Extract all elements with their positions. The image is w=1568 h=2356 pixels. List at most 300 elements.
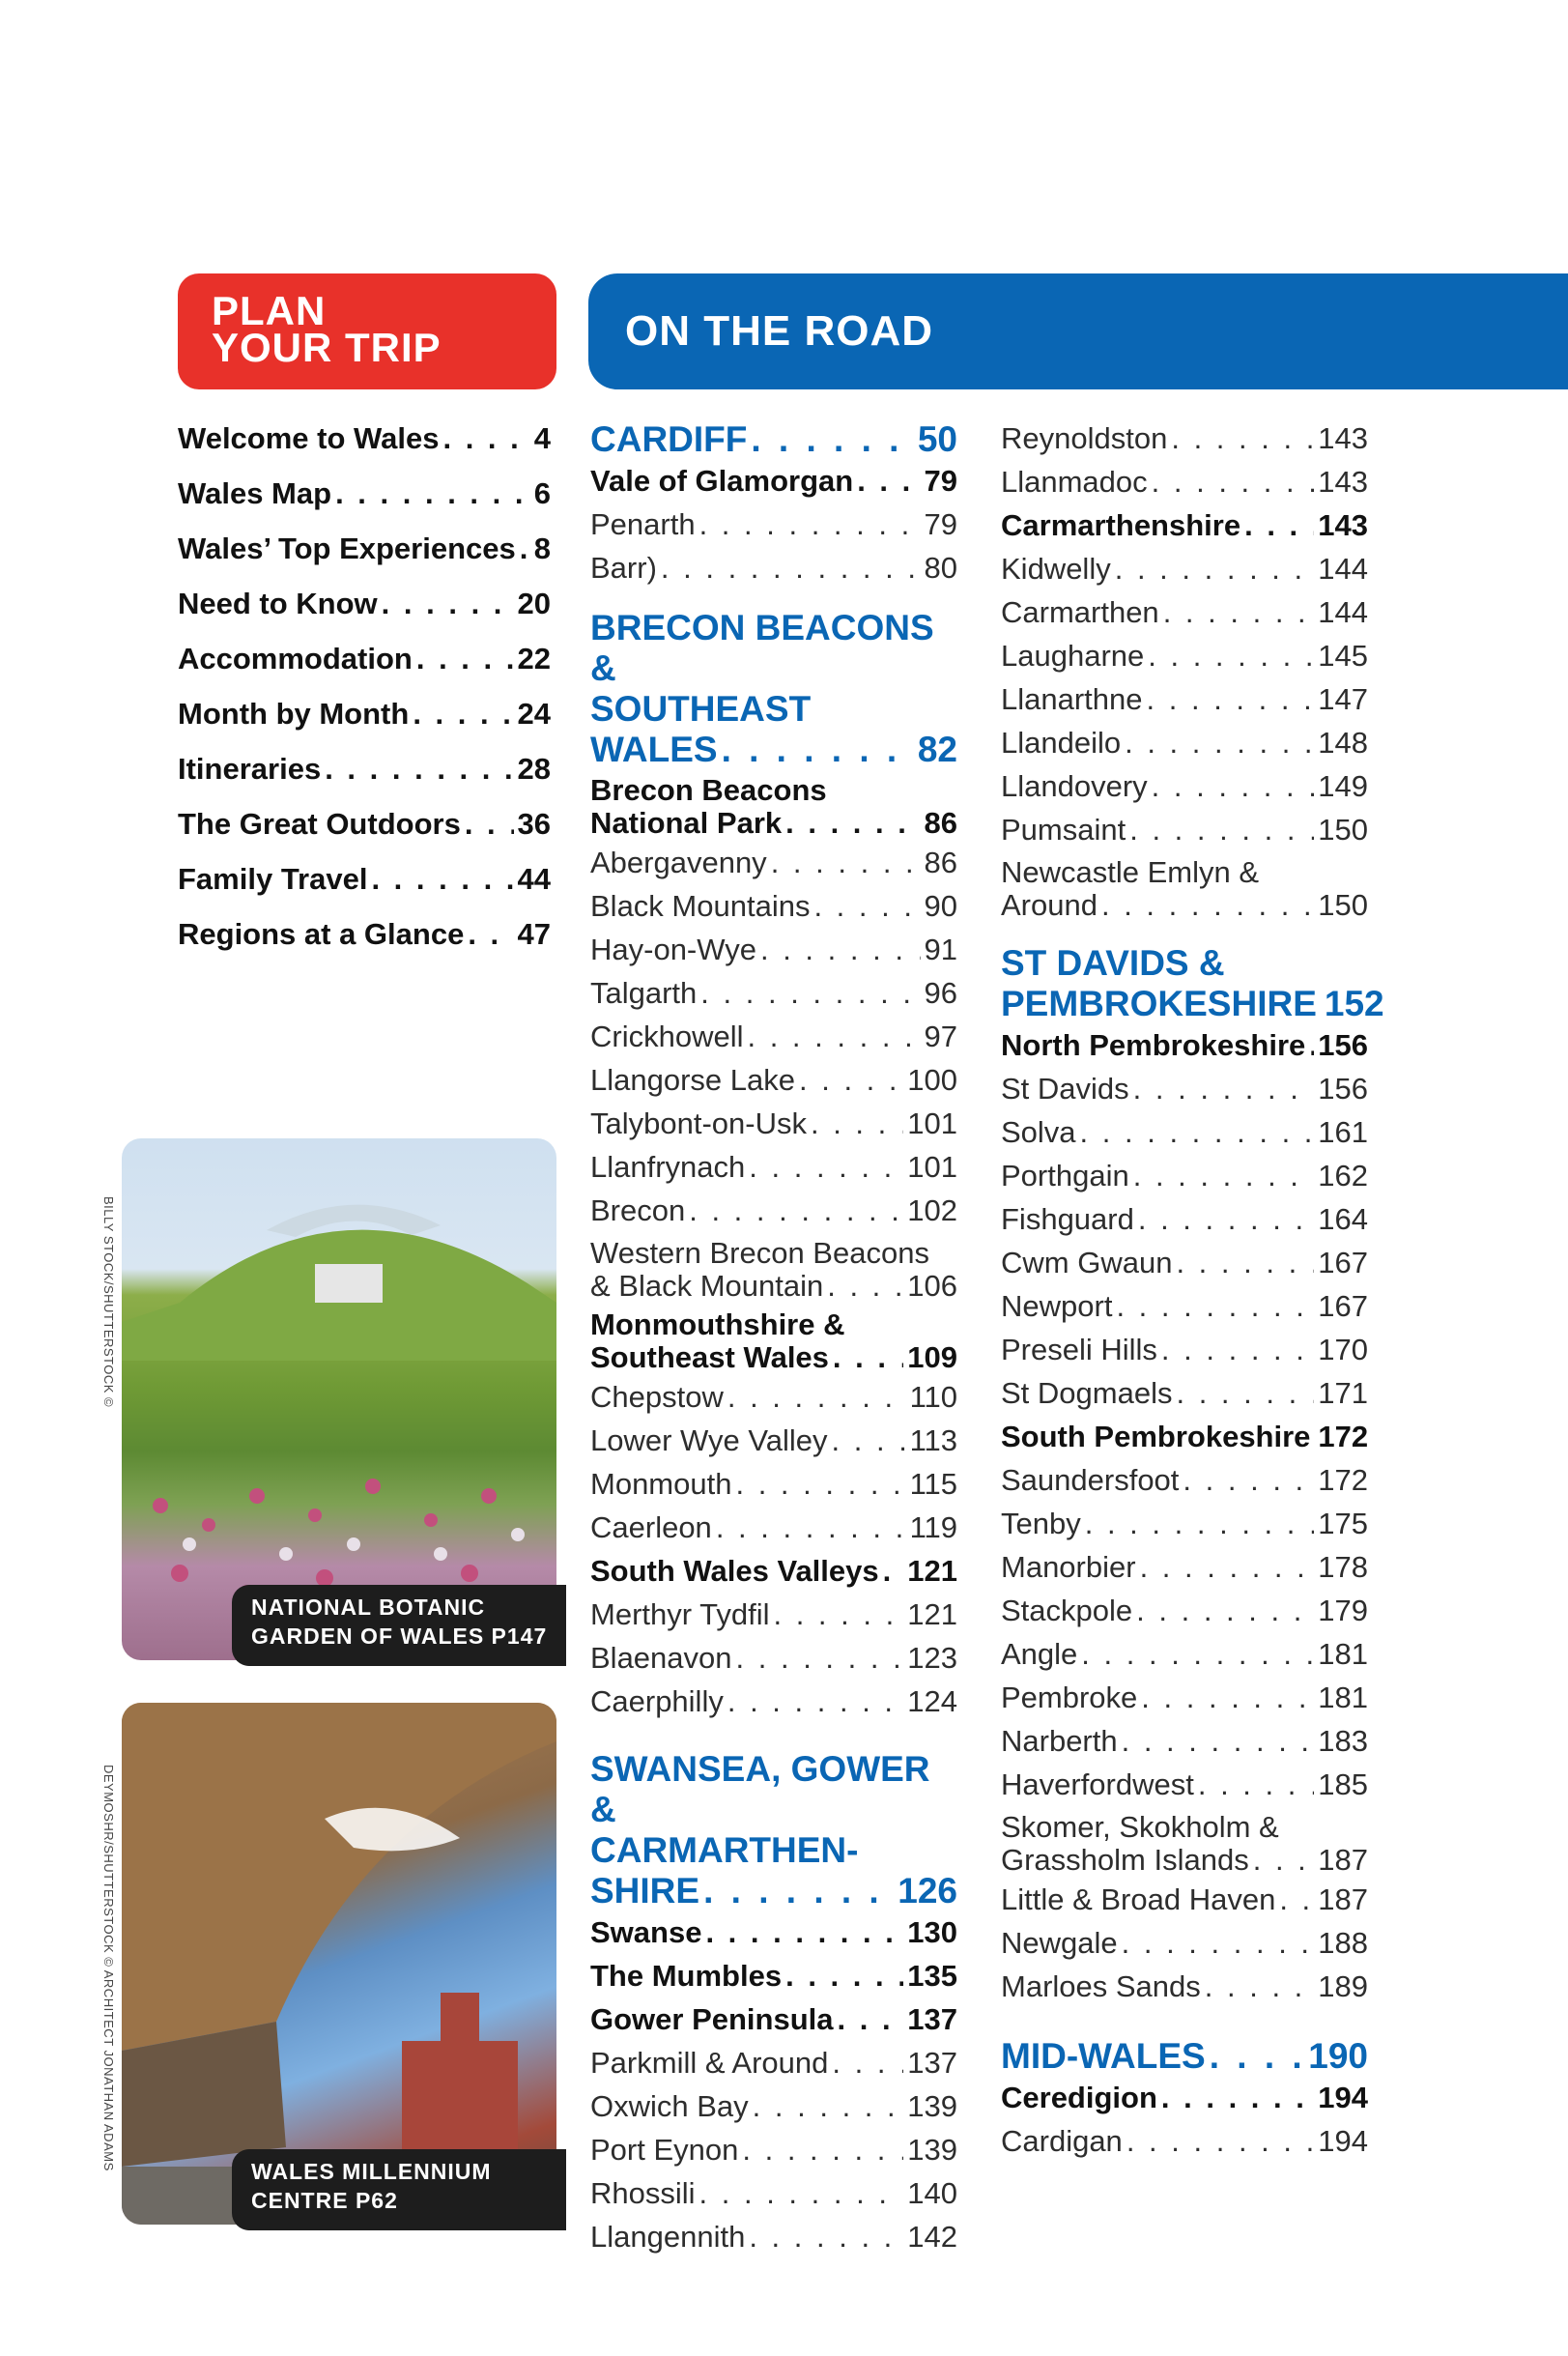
dot-leader — [1141, 1681, 1314, 1715]
toc-entry-page: 181 — [1318, 1681, 1368, 1714]
toc-entry[interactable] — [1001, 595, 1368, 639]
toc-entry-label: Llangennith — [590, 2220, 746, 2254]
toc-entry-label: South Wales Valleys — [590, 1554, 879, 1588]
dot-leader — [705, 1915, 903, 1950]
dot-leader — [747, 1020, 920, 1054]
toc-entry-page: 167 — [1318, 1289, 1368, 1323]
dot-leader — [749, 2220, 903, 2255]
toc-entry-monmouthshire[interactable]: Monmouthshire & Southeast Wales . . . 109 — [590, 1308, 957, 1380]
dot-leader — [1081, 1637, 1314, 1672]
photo-credit: DEYMOSHR/SHUTTERSTOCK © ARCHITECT JONATHAN ADAMS — [101, 1765, 116, 2171]
toc-entry[interactable] — [590, 1423, 957, 1467]
dot-leader — [371, 862, 513, 897]
toc-entry-page: 140 — [907, 2176, 957, 2210]
toc-entry-page: 156 — [1318, 1072, 1368, 1106]
toc-entry[interactable] — [590, 2002, 957, 2046]
toc-entry-page: 121 — [907, 1597, 957, 1631]
dot-leader — [771, 846, 921, 880]
toc-entry-page: 144 — [1318, 552, 1368, 586]
toc-entry-label: Carmarthen — [1001, 595, 1159, 629]
dot-leader — [1133, 1159, 1315, 1193]
toc-entry-page: 97 — [924, 1020, 957, 1053]
dot-leader — [813, 889, 920, 924]
toc-entry-page: 172 — [1318, 1420, 1368, 1453]
millennium-centre-caption — [232, 2149, 566, 2230]
toc-entry-label: Cardigan — [1001, 2124, 1123, 2158]
toc-entry[interactable] — [1001, 1882, 1368, 1926]
region-mid-wales[interactable]: MID-WALES . . . 190 — [1001, 2036, 1368, 2077]
toc-entry-label: Saundersfoot — [1001, 1463, 1180, 1497]
dot-leader — [1152, 465, 1315, 500]
dot-leader — [699, 507, 921, 542]
dot-leader — [785, 1959, 903, 1994]
plan-header-line2: YOUR TRIP — [212, 325, 442, 370]
dot-leader — [736, 1641, 904, 1676]
toc-entry-page: 148 — [1318, 726, 1368, 760]
toc-entry[interactable] — [1001, 813, 1368, 856]
dot-leader — [1198, 1767, 1314, 1802]
toc-entry-label: Newgale — [1001, 1926, 1118, 1960]
toc-entry-page: 20 — [517, 587, 551, 620]
toc-entry-label: North Pembrokeshire — [1001, 1028, 1306, 1062]
toc-entry-label: Caerleon — [590, 1510, 712, 1544]
toc-entry[interactable] — [590, 1641, 957, 1684]
toc-entry[interactable] — [590, 551, 957, 594]
toc-entry[interactable] — [1001, 2081, 1368, 2124]
millennium-centre-illustration — [122, 1703, 556, 2225]
toc-entry-label: Preseli Hills — [1001, 1333, 1157, 1366]
plan-header-line1: PLAN — [212, 288, 327, 333]
on-the-road-column-3 — [1001, 421, 1384, 2168]
toc-entry[interactable] — [1001, 1507, 1368, 1550]
dot-leader — [1125, 726, 1314, 761]
caption-line: CENTRE P62 — [251, 2188, 398, 2213]
toc-entry-label: Vale of Glamorgan — [590, 464, 854, 498]
toc-entry-label: Stackpole — [1001, 1594, 1133, 1627]
caption-line: WALES MILLENNIUM — [251, 2159, 492, 2184]
toc-entry-page: 149 — [1318, 769, 1368, 803]
toc-entry-label: Crickhowell — [590, 1020, 744, 1053]
toc-entry-page: 130 — [907, 1915, 957, 1949]
toc-entry-label: Monmouth — [590, 1467, 732, 1501]
toc-entry-page: 164 — [1318, 1202, 1368, 1236]
toc-entry-page: 101 — [907, 1150, 957, 1184]
toc-entry-label: Month by Month — [178, 697, 410, 731]
toc-entry-label: Port Eynon — [590, 2133, 739, 2167]
toc-entry-label: Llangorse Lake — [590, 1063, 795, 1097]
toc-entry-label: Cwm Gwaun — [1001, 1246, 1173, 1279]
toc-entry-page: 185 — [1318, 1767, 1368, 1801]
toc-entry-label: Llanfrynach — [590, 1150, 746, 1184]
toc-entry-page: 139 — [907, 2133, 957, 2167]
toc-entry-page: 175 — [1318, 1507, 1368, 1540]
toc-entry[interactable] — [1001, 1202, 1368, 1246]
toc-entry-page: 194 — [1318, 2124, 1368, 2158]
toc-entry[interactable] — [590, 1684, 957, 1728]
dot-leader — [727, 1380, 906, 1415]
dot-leader — [773, 1597, 903, 1632]
plan-your-trip-header — [178, 273, 556, 389]
toc-entry-page: 147 — [1318, 682, 1368, 716]
dot-leader — [832, 2046, 903, 2081]
dot-leader — [699, 2176, 904, 2211]
toc-entry-page: 115 — [909, 1467, 957, 1501]
dot-leader — [468, 917, 513, 952]
dot-leader — [465, 807, 514, 842]
toc-entry-label: Chepstow — [590, 1380, 724, 1414]
toc-entry-newcastle-emlyn[interactable]: Newcastle Emlyn & Around . . . 150 — [1001, 856, 1368, 928]
toc-entry[interactable] — [1001, 682, 1368, 726]
dot-leader — [1161, 1333, 1314, 1367]
toc-entry-label: Talybont-on-Usk — [590, 1106, 807, 1140]
dot-leader — [832, 1423, 906, 1458]
toc-entry-page: 96 — [924, 976, 957, 1010]
toc-entry-page: 142 — [907, 2220, 957, 2254]
dot-leader — [1138, 1202, 1314, 1237]
toc-entry-page: 137 — [907, 2046, 957, 2080]
toc-entry[interactable] — [1001, 639, 1368, 682]
dot-leader — [760, 933, 921, 967]
toc-entry-label: Barr) — [590, 551, 657, 585]
toc-entry-label: Llanmadoc — [1001, 465, 1148, 499]
toc-entry-label: The Mumbles — [590, 1959, 783, 1993]
toc-entry[interactable] — [1001, 1767, 1368, 1811]
caption-line: NATIONAL BOTANIC — [251, 1595, 486, 1620]
toc-entry-label: Family Travel — [178, 862, 368, 896]
dot-leader — [1161, 2081, 1314, 2115]
toc-entry-page: 143 — [1318, 508, 1368, 542]
toc-entry[interactable] — [590, 933, 957, 976]
toc-entry[interactable] — [590, 2220, 957, 2263]
toc-entry[interactable] — [590, 1510, 957, 1554]
toc-entry[interactable] — [178, 421, 551, 476]
toc-entry-page: 187 — [1318, 1882, 1368, 1916]
toc-entry-label: Abergavenny — [590, 846, 767, 879]
toc-entry[interactable] — [1001, 1333, 1368, 1376]
toc-entry[interactable] — [1001, 421, 1368, 465]
dot-leader — [1129, 813, 1314, 848]
botanic-garden-caption — [232, 1585, 566, 1666]
toc-entry-label: Llandeilo — [1001, 726, 1122, 760]
toc-entry-label: Itineraries — [178, 752, 322, 786]
region-brecon-beacons[interactable]: BRECON BEACONS & SOUTHEAST WALES . . . 82 — [590, 608, 957, 770]
toc-entry-page: 194 — [1318, 2081, 1368, 2114]
toc-entry-page: 102 — [907, 1193, 957, 1227]
toc-entry-page: 181 — [1318, 1637, 1368, 1671]
toc-entry-label: Caerphilly — [590, 1684, 724, 1718]
toc-entry-label: Little & Broad Haven — [1001, 1882, 1276, 1916]
toc-entry[interactable] — [1001, 1376, 1368, 1420]
toc-entry[interactable] — [1001, 1463, 1368, 1507]
toc-entry-page: 110 — [909, 1380, 957, 1414]
toc-entry-page: 143 — [1318, 421, 1368, 455]
toc-entry-page: 189 — [1318, 1969, 1368, 2003]
dot-leader — [689, 1193, 903, 1228]
toc-entry[interactable] — [590, 2133, 957, 2176]
toc-entry-page: 86 — [924, 846, 957, 879]
toc-entry[interactable] — [1001, 1969, 1368, 2013]
toc-entry-label: Llanarthne — [1001, 682, 1143, 716]
toc-entry-page: 179 — [1318, 1594, 1368, 1627]
toc-entry[interactable] — [590, 1193, 957, 1237]
dot-leader — [1183, 1463, 1314, 1498]
toc-entry-page: 143 — [1318, 465, 1368, 499]
toc-entry-label: Manorbier — [1001, 1550, 1136, 1584]
toc-entry[interactable] — [1001, 552, 1368, 595]
toc-entry-page: 119 — [909, 1510, 957, 1544]
toc-entry[interactable] — [1001, 1028, 1368, 1072]
toc-entry-label: Narberth — [1001, 1724, 1118, 1758]
toc-entry[interactable] — [1001, 1724, 1368, 1767]
dot-leader — [753, 2089, 904, 2124]
toc-entry[interactable] — [590, 846, 957, 889]
toc-entry-page: 6 — [533, 476, 551, 510]
toc-entry[interactable] — [1001, 1072, 1368, 1115]
toc-entry[interactable] — [1001, 769, 1368, 813]
toc-entry-label: Oxwich Bay — [590, 2089, 749, 2123]
toc-entry-page: 135 — [907, 1959, 957, 1993]
toc-entry-label: Solva — [1001, 1115, 1076, 1149]
dot-leader — [1122, 1926, 1315, 1961]
toc-entry-label: Wales’ Top Experiences — [178, 532, 516, 565]
toc-entry-page: 124 — [907, 1684, 957, 1718]
toc-entry[interactable] — [178, 476, 551, 532]
toc-entry[interactable] — [1001, 1594, 1368, 1637]
toc-entry-label: Pembroke — [1001, 1681, 1138, 1714]
toc-entry[interactable] — [1001, 1420, 1368, 1463]
dot-leader — [1171, 421, 1314, 456]
dot-leader — [1309, 1028, 1314, 1063]
dot-leader — [1176, 1376, 1314, 1411]
toc-entry[interactable] — [590, 1063, 957, 1106]
toc-entry-label: Laugharne — [1001, 639, 1145, 673]
dot-leader — [1244, 508, 1314, 543]
toc-entry-page: 113 — [909, 1423, 957, 1457]
toc-entry-page: 121 — [907, 1554, 957, 1588]
dot-leader — [1080, 1115, 1315, 1150]
dot-leader — [1136, 1594, 1314, 1628]
photo-credit: BILLY STOCK/SHUTTERSTOCK © — [101, 1196, 116, 1408]
toc-entry[interactable] — [1001, 1681, 1368, 1724]
toc-entry[interactable] — [1001, 465, 1368, 508]
toc-entry-page: 145 — [1318, 639, 1368, 673]
region-st-davids[interactable]: ST DAVIDS & PEMBROKESHIRE 152 — [1001, 943, 1384, 1023]
toc-entry[interactable] — [590, 2089, 957, 2133]
toc-entry[interactable] — [1001, 726, 1368, 769]
dot-leader — [742, 2133, 903, 2168]
toc-entry-label: Kidwelly — [1001, 552, 1111, 586]
botanic-garden-photo — [122, 1138, 556, 1660]
toc-entry-page: 171 — [1318, 1376, 1368, 1410]
toc-entry[interactable] — [1001, 1115, 1368, 1159]
dot-leader — [1147, 682, 1315, 717]
toc-entry-label: St Dogmaels — [1001, 1376, 1173, 1410]
toc-entry-page: 188 — [1318, 1926, 1368, 1960]
toc-entry[interactable] — [178, 917, 551, 972]
toc-entry[interactable] — [590, 889, 957, 933]
toc-entry-page: 90 — [924, 889, 957, 923]
toc-entry[interactable] — [590, 1915, 957, 1959]
toc-entry-western-brecon[interactable]: Western Brecon Beacons & Black Mountain . . . 106 — [590, 1237, 957, 1308]
toc-entry-label: The Great Outdoors — [178, 807, 461, 841]
toc-entry-page: 144 — [1318, 595, 1368, 629]
toc-entry-page: 123 — [907, 1641, 957, 1675]
dot-leader — [520, 532, 530, 566]
caption-line: GARDEN OF WALES P147 — [251, 1623, 548, 1649]
toc-entry-label: Penarth — [590, 507, 696, 541]
dot-leader — [1133, 1072, 1315, 1106]
dot-leader — [883, 1554, 904, 1589]
toc-entry-page: 167 — [1318, 1246, 1368, 1279]
toc-entry-page: 178 — [1318, 1550, 1368, 1584]
dot-leader — [416, 642, 514, 676]
dot-leader — [749, 1150, 903, 1185]
dot-leader — [700, 976, 920, 1011]
toc-entry-page: 172 — [1318, 1463, 1368, 1497]
dot-leader — [1279, 1882, 1314, 1917]
toc-entry-label: Need to Know — [178, 587, 378, 620]
toc-entry[interactable] — [178, 642, 551, 697]
dot-leader — [838, 2002, 904, 2037]
dot-leader — [442, 421, 529, 456]
dot-leader — [1163, 595, 1315, 630]
toc-entry-label: Gower Peninsula — [590, 2002, 834, 2036]
toc-entry-label: Pumsaint — [1001, 813, 1126, 847]
toc-entry-label: Hay-on-Wye — [590, 933, 756, 966]
dot-leader — [727, 1684, 903, 1719]
toc-entry-label: Lower Wye Valley — [590, 1423, 828, 1457]
toc-entry-label: Angle — [1001, 1637, 1078, 1671]
toc-entry-label: Swanse — [590, 1915, 702, 1949]
toc-entry-label: Newport — [1001, 1289, 1113, 1323]
toc-entry-page: 24 — [517, 697, 551, 731]
toc-entry[interactable] — [178, 697, 551, 752]
toc-entry[interactable] — [178, 532, 551, 587]
dot-leader — [1152, 769, 1315, 804]
toc-entry[interactable] — [1001, 508, 1368, 552]
toc-entry-page: 183 — [1318, 1724, 1368, 1758]
toc-entry-page: 79 — [924, 507, 957, 541]
region-swansea[interactable]: SWANSEA, GOWER & CARMARTHEN- SHIRE . . . 126 — [590, 1749, 957, 1911]
toc-entry-label: Talgarth — [590, 976, 698, 1010]
dot-leader — [735, 1467, 905, 1502]
toc-entry[interactable] — [1001, 1550, 1368, 1594]
toc-entry-page: 47 — [517, 917, 551, 951]
plan-trip-list — [178, 421, 551, 972]
toc-entry[interactable] — [590, 2046, 957, 2089]
toc-entry[interactable] — [178, 807, 551, 862]
toc-entry-label: Regions at a Glance — [178, 917, 465, 951]
toc-entry-page: 4 — [533, 421, 551, 455]
toc-entry-label: Merthyr Tydfil — [590, 1597, 770, 1631]
toc-entry-label: Brecon — [590, 1193, 686, 1227]
toc-entry[interactable] — [1001, 1246, 1368, 1289]
toc-entry[interactable] — [1001, 1159, 1368, 1202]
dot-leader — [1115, 552, 1315, 587]
toc-entry[interactable] — [178, 862, 551, 917]
toc-entry-label: Welcome to Wales — [178, 421, 440, 455]
on-the-road-column-2 — [590, 419, 957, 2263]
toc-entry-label: Blaenavon — [590, 1641, 732, 1675]
toc-entry-page: 161 — [1318, 1115, 1368, 1149]
toc-entry[interactable] — [178, 752, 551, 807]
toc-entry-label: South Pembrokeshire — [1001, 1420, 1311, 1453]
toc-entry-label: Black Mountains — [590, 889, 811, 923]
millennium-centre-photo — [122, 1703, 556, 2225]
toc-entry[interactable] — [178, 587, 551, 642]
toc-entry-page: 44 — [517, 862, 551, 896]
toc-entry[interactable] — [1001, 1926, 1368, 1969]
toc-entry[interactable] — [590, 1959, 957, 2002]
dot-leader — [1140, 1550, 1315, 1585]
toc-entry-page: 36 — [517, 807, 551, 841]
toc-entry[interactable] — [1001, 1289, 1368, 1333]
dot-leader — [1148, 639, 1314, 674]
toc-entry[interactable] — [1001, 1637, 1368, 1681]
toc-entry-label: Fishguard — [1001, 1202, 1134, 1236]
toc-entry-page: 28 — [517, 752, 551, 786]
dot-leader — [413, 697, 513, 732]
toc-entry[interactable] — [590, 1554, 957, 1597]
toc-entry-label: Wales Map — [178, 476, 332, 510]
toc-entry-label: Carmarthenshire — [1001, 508, 1241, 542]
dot-leader — [1205, 1969, 1314, 2004]
toc-entry[interactable] — [590, 507, 957, 551]
toc-entry[interactable] — [590, 1467, 957, 1510]
toc-entry[interactable] — [590, 1106, 957, 1150]
toc-entry-page: 139 — [907, 2089, 957, 2123]
toc-entry-page: 156 — [1318, 1028, 1368, 1062]
toc-entry-page: 91 — [924, 933, 957, 966]
dot-leader — [325, 752, 513, 787]
toc-entry-label: Porthgain — [1001, 1159, 1129, 1192]
region-cardiff[interactable]: CARDIFF . . . 50 — [590, 419, 957, 460]
dot-leader — [716, 1510, 906, 1545]
toc-entry[interactable] — [590, 464, 957, 507]
toc-entry-label: Parkmill & Around — [590, 2046, 829, 2080]
toc-entry[interactable] — [590, 1597, 957, 1641]
toc-entry[interactable] — [590, 1380, 957, 1423]
toc-entry-label: Haverfordwest — [1001, 1767, 1194, 1801]
toc-entry-label: St Davids — [1001, 1072, 1129, 1106]
dot-leader — [811, 1106, 903, 1141]
toc-entry-page: 101 — [907, 1106, 957, 1140]
toc-entry-page: 22 — [517, 642, 551, 675]
dot-leader — [1085, 1507, 1315, 1541]
toc-entry-skomer[interactable]: Skomer, Skokholm & Grassholm Islands . . . 187 — [1001, 1811, 1368, 1882]
toc-entry-page: 137 — [907, 2002, 957, 2036]
toc-entry-page: 150 — [1318, 813, 1368, 847]
toc-entry[interactable] — [1001, 2124, 1368, 2168]
toc-entry-brecon-beacons-np[interactable]: Brecon Beacons National Park . . . 86 — [590, 774, 957, 846]
dot-leader — [1176, 1246, 1314, 1280]
toc-entry-label: Tenby — [1001, 1507, 1081, 1540]
toc-entry-page: 80 — [924, 551, 957, 585]
toc-entry-label: Marloes Sands — [1001, 1969, 1201, 2003]
toc-entry[interactable] — [590, 1150, 957, 1193]
dot-leader — [1122, 1724, 1315, 1759]
toc-entry-page: 8 — [533, 532, 551, 565]
toc-entry-label: Reynoldston — [1001, 421, 1168, 455]
toc-entry-label: Accommodation — [178, 642, 413, 675]
dot-leader — [1116, 1289, 1314, 1324]
toc-entry[interactable] — [590, 976, 957, 1020]
dot-leader — [1126, 2124, 1314, 2159]
dot-leader — [661, 551, 921, 586]
toc-entry[interactable] — [590, 2176, 957, 2220]
dot-leader — [382, 587, 514, 621]
toc-entry[interactable] — [590, 1020, 957, 1063]
